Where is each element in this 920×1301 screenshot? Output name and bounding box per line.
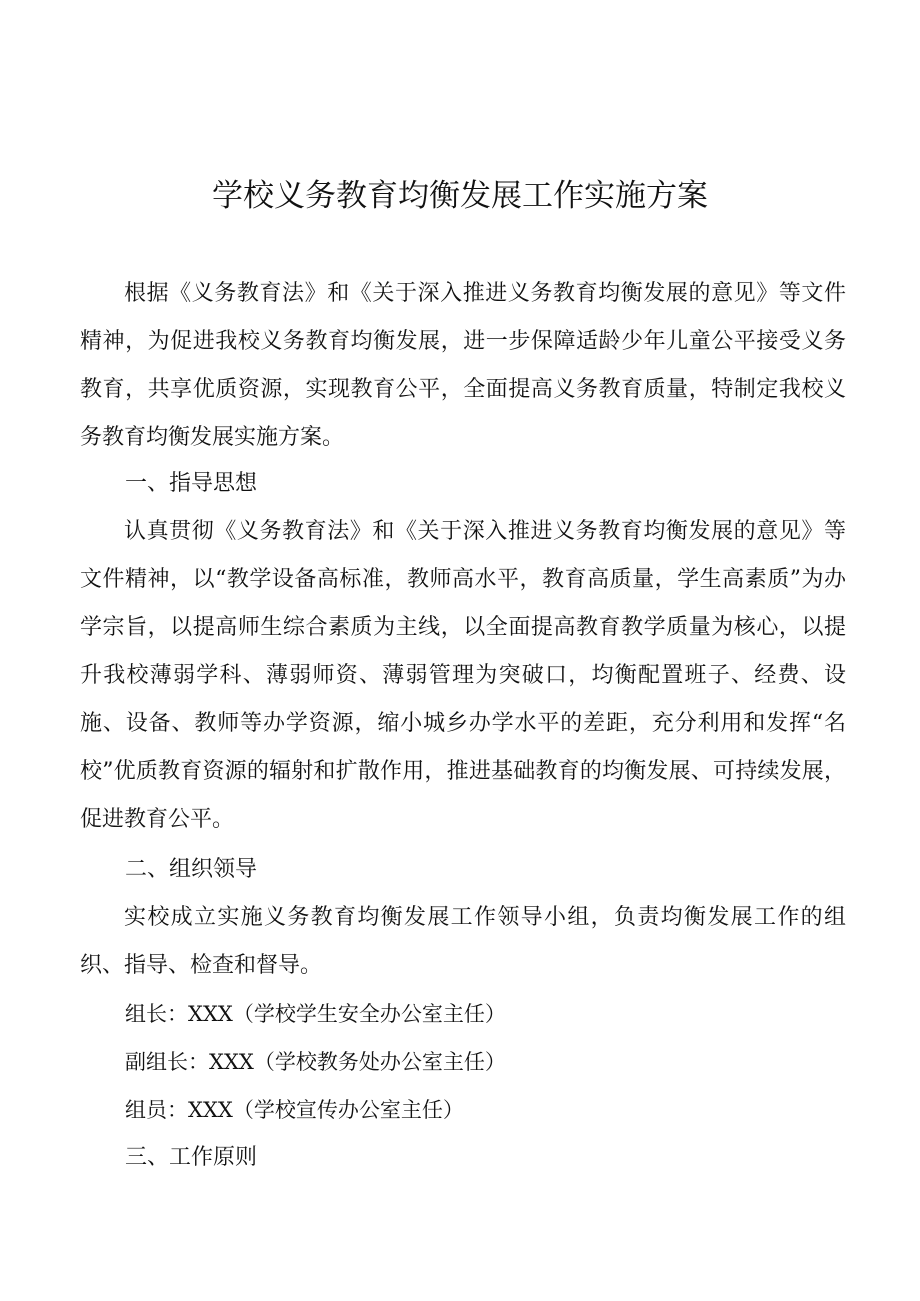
organization-paragraph: 实校成立实施义务教育均衡发展工作领导小组，负责均衡发展工作的组织、指导、检查和督导。	[80, 905, 846, 978]
section-heading-guiding-ideology: 一、指导思想	[125, 471, 258, 496]
section-heading-work-principles: 三、工作原则	[125, 1145, 258, 1170]
intro-paragraph: 根据《义务教育法》和《关于深入推进义务教育均衡发展的意见》等文件精神，为促进我校义务教育均衡发展，进一步保障适龄少年儿童公平接受义务教育，共享优质资源，实现教育公平，全面提高义务教育质量，特制定我校义务教育均衡发展实施方案。	[80, 281, 846, 450]
document-title: 学校义务教育均衡发展工作实施方案	[212, 178, 708, 214]
section-heading-organization: 二、组织领导	[125, 857, 258, 882]
member-deputy-leader: 副组长：XXX（学校教务处办公室主任）	[125, 1050, 506, 1074]
guiding-ideology-paragraph: 认真贯彻《义务教育法》和《关于深入推进义务教育均衡发展的意见》等文件精神，以“教学设备高标准，教师高水平，教育高质量，学生高素质”为办学宗旨，以提高师生综合素质为主线，以全面提高教育教学质量为核心，以提升我校薄弱学科、薄弱师资、薄弱管理为突破口，均衡配置班子、经费、设施、设备、教师等办学资源，缩小城乡办学水平的差距，充分利用和发挥“名校”优质教育资源的辐射和扩散作用，推进基础教育的均衡发展、可持续发展，促进教育公平。	[80, 519, 846, 832]
member-staff: 组员：XXX（学校宣传办公室主任）	[125, 1098, 464, 1122]
member-leader: 组长：XXX（学校学生安全办公室主任）	[125, 1002, 506, 1026]
